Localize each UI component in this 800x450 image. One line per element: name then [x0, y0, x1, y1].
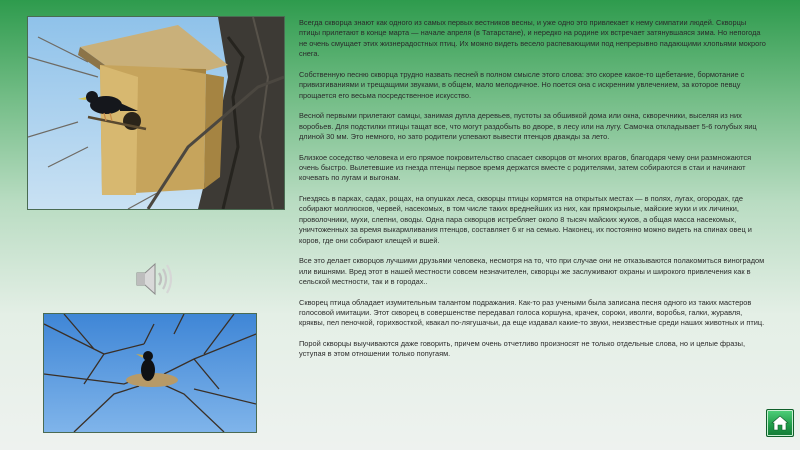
paragraph: Близкое соседство человека и его прямое покровительство спасает скворцов от многих врагов, благодаря чему они размножаются очень быстро. Вылетевшие из гнезда птенцы первое время держатся вместе с родителями, затем собираются в стаи и начинают кочевать по лугам и выгонам.	[299, 152, 752, 183]
paragraph: Собственную песню скворца трудно назвать песней в полном смысле этого слова: это скорее какое-то щебетание, бормотание с привизгиваниями и трещащими звуками, в общем, мало мелодичное. Но поется она с искренним увлечением, за которое певцу прощается его весьма посредственное искусство.	[299, 69, 745, 100]
paragraph: Скворец птица обладает изумительным талантом подражания. Как-то раз учеными была записана песня одного из таких мастеров голосовой имитации. Этот скворец в совершенстве передавал голоса коршуна, крачек, сороки, иволги, воробья, галки, журавля, кряквы, пел пеночкой, горихвосткой, квакал по-лягушачьи, да еще издавал какие-то звуки, неизвестные среди наших животных и птиц.	[299, 297, 765, 328]
paragraph: Все это делает скворцов лучшими друзьями человека, несмотря на то, что при случае они не отказываются полакомиться виноградом или вишнями. Вред этот в нашей местности совсем незначителен, скворцы же заслуживают охраны и широкого привлечения как в сельской местности, так и в городах..	[299, 256, 765, 287]
paragraph: Порой скворцы выучиваются даже говорить, причем очень отчетливо произносят не только отдельные слова, но и целые фразы, уступая в этом отношении только попугаям.	[299, 339, 746, 359]
paragraph: Весной первыми прилетают самцы, занимая дупла деревьев, пустоты за обшивкой дома или окна, скворечники, выселяя из них воробьев. Для подстилки птицы тащат все, что могут раздобыть во дворе, в лесу или на лугу. Самочка откладывает 5-6 голубых яиц длиной 30 мм. Это немного, но зато родители успевают вывести птенцов дважды за лето.	[299, 111, 757, 142]
starling-branch-photo	[43, 313, 257, 433]
paragraph: Всегда скворца знают как одного из самых первых вестников весны, и уже одно это привлекает к нему симпатии людей. Скворцы птицы прилетают в конце марта — начале апреля (в Татарстане), и нередко на родине их встречает затянувшаяся зима. Но непогода не очень смущает этих жизнерадостных птиц. Их можно видеть весело распевающими под непрерывно падающими хлопьями мокрого снега.	[299, 18, 766, 59]
article-text	[299, 18, 767, 370]
starling-birdhouse-photo	[27, 16, 285, 210]
home-icon	[771, 414, 789, 432]
paragraph: Гнездясь в парках, садах, рощах, на опушках леса, скворцы птицы кормятся на открытых местах — в полях, лугах, огородах, где собирают моллюсков, червей, насекомых, в том числе таких вреднейших из них, как прямокрылые, майские жуки и их личинки, проволочники, мухи, слепни, оводы. Одна пара скворцов истребляет около 8 тысяч майских жуков, а общая масса насекомых, уничтоженных за время выкармливания птенцов, составляет 6 кг на семью. Наконец, их постоянно можно видеть на спинах овец и коров, где они собирают клещей и вшей.	[299, 194, 752, 245]
speaker-icon[interactable]	[133, 259, 175, 299]
home-button[interactable]	[766, 409, 794, 437]
